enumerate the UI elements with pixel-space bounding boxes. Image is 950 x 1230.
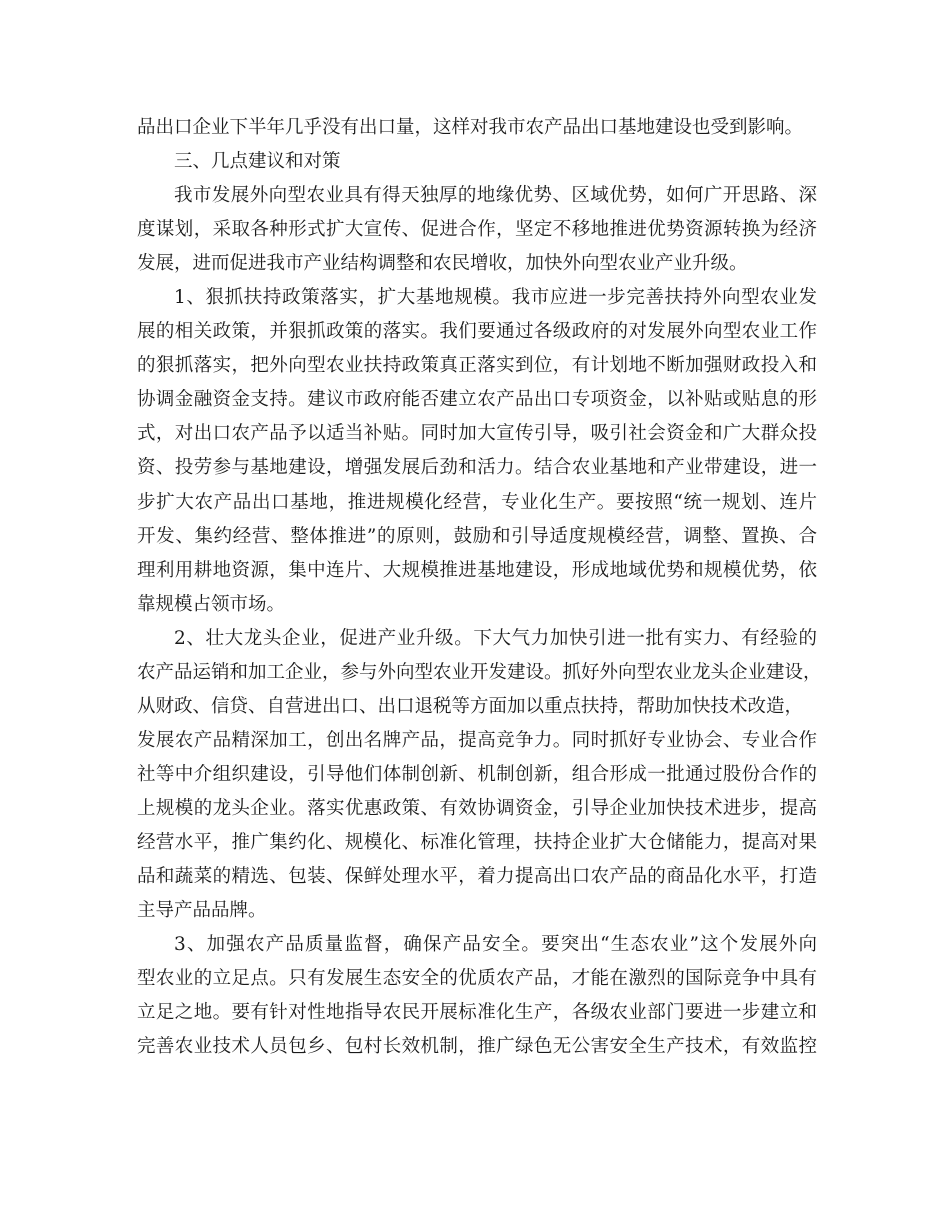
paragraph-line: 我市发展外向型农业具有得天独厚的地缘优势、区域优势，如何广开思路、深 xyxy=(174,185,817,207)
paragraph-line: 理利用耕地资源，集中连片、大规模推进基地建设，形成地域优势和规模优势，依 xyxy=(137,559,817,581)
paragraph-line: 式，对出口农产品予以适当补贴。同时加大宣传引导，吸引社会资金和广大群众投 xyxy=(137,423,817,445)
paragraph-line: 展的相关政策，并狠抓政策的落实。我们要通过各级政府的对发展外向型农业工作 xyxy=(137,321,817,343)
paragraph-line: 完善农业技术人员包乡、包村长效机制，推广绿色无公害安全生产技术，有效监控 xyxy=(137,1036,817,1058)
section-heading: 三、几点建议和对策 xyxy=(174,151,341,173)
paragraph-line: 1、狠抓扶持政策落实，扩大基地规模。我市应进一步完善扶持外向型农业发 xyxy=(174,287,817,309)
paragraph-line: 步扩大农产品出口基地，推进规模化经营，专业化生产。要按照“统一规划、连片 xyxy=(137,491,817,513)
paragraph-line: 农产品运销和加工企业，参与外向型农业开发建设。抓好外向型农业龙头企业建设， xyxy=(137,661,822,683)
paragraph-line: 品出口企业下半年几乎没有出口量，这样对我市农产品出口基地建设也受到影响。 xyxy=(137,117,804,138)
paragraph-line: 度谋划，采取各种形式扩大宣传、促进合作，坚定不移地推进优势资源转换为经济 xyxy=(137,219,817,241)
paragraph-line: 上规模的龙头企业。落实优惠政策、有效协调资金，引导企业加快技术进步，提高 xyxy=(137,797,817,819)
paragraph-line: 发展农产品精深加工，创出名牌产品，提高竞争力。同时抓好专业协会、专业合作 xyxy=(137,729,817,751)
paragraph-line: 2、壮大龙头企业，促进产业升级。下大气力加快引进一批有实力、有经验的 xyxy=(174,627,817,649)
paragraph-line: 资、投劳参与基地建设，增强发展后劲和活力。结合农业基地和产业带建设，进一 xyxy=(137,457,817,479)
paragraph-line: 从财政、信贷、自营进出口、出口退税等方面加以重点扶持，帮助加快技术改造， xyxy=(137,695,804,717)
paragraph-line: 社等中介组织建设，引导他们体制创新、机制创新，组合形成一批通过股份合作的 xyxy=(137,763,817,785)
paragraph-line: 品和蔬菜的精选、包装、保鲜处理水平，着力提高出口农产品的商品化水平，打造 xyxy=(137,866,817,888)
paragraph-line: 立足之地。要有针对性地指导农民开展标准化生产，各级农业部门要进一步建立和 xyxy=(137,1002,817,1024)
document-body xyxy=(137,111,822,1064)
paragraph-line: 发展，进而促进我市产业结构调整和农民增收，加快外向型农业产业升级。 xyxy=(137,253,748,275)
paragraph-line: 靠规模占领市场。 xyxy=(137,593,286,615)
paragraph-line: 的狠抓落实，把外向型农业扶持政策真正落实到位，有计划地不断加强财政投入和 xyxy=(137,355,817,377)
paragraph-line: 协调金融资金支持。建议市政府能否建立农产品出口专项资金，以补贴或贴息的形 xyxy=(137,389,817,411)
paragraph-line: 型农业的立足点。只有发展生态安全的优质农产品，才能在激烈的国际竞争中具有 xyxy=(137,968,817,990)
paragraph-line: 3、加强农产品质量监督，确保产品安全。要突出“生态农业”这个发展外向 xyxy=(174,934,817,956)
paragraph-line: 开发、集约经营、整体推进”的原则，鼓励和引导适度规模经营，调整、置换、合 xyxy=(137,525,817,547)
paragraph-line: 经营水平，推广集约化、规模化、标准化管理，扶持企业扩大仓储能力，提高对果 xyxy=(137,831,817,853)
paragraph-line: 主导产品品牌。 xyxy=(137,900,267,922)
